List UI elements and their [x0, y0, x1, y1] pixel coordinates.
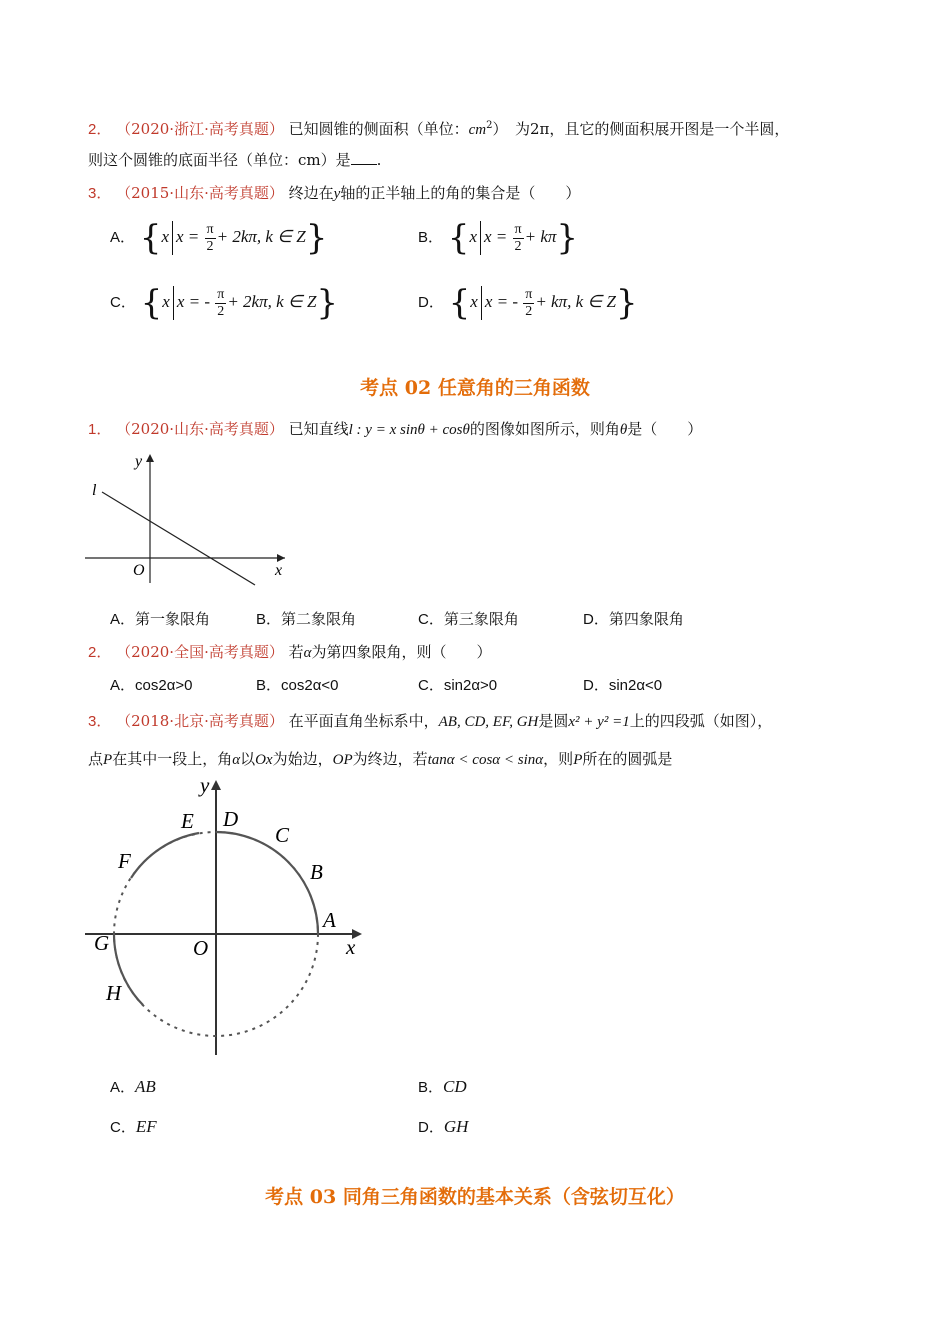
unit-circle-figure	[80, 772, 380, 1062]
point-b-label: B	[310, 860, 323, 884]
option-text: cos2α>0	[135, 677, 193, 694]
question-text: 所在的圆弧是	[582, 750, 673, 768]
question-text: 上的四段弧（如图），	[629, 712, 773, 730]
set-expression: {x x = $\frac{\pi}{2}$ + 2kπ, k ∈ Z}	[139, 218, 328, 258]
unit-superscript: 2	[486, 120, 493, 131]
y-axis-arrow-icon	[146, 454, 154, 462]
question-number: 1．	[88, 421, 112, 438]
question-2-line-2	[88, 149, 381, 170]
question-number: 2．	[88, 644, 112, 661]
origin-label: O	[133, 562, 145, 579]
point-h-label: H	[106, 981, 122, 1005]
question-text: 是（ ）	[627, 420, 703, 438]
option-label: D．	[418, 1119, 444, 1136]
option-text: 第一象限角	[135, 610, 211, 628]
option-label: B．	[256, 611, 282, 628]
question-text: .	[376, 151, 382, 169]
option-label: B．	[256, 677, 282, 694]
option-label: B．	[418, 1079, 444, 1096]
option-b[interactable]	[256, 674, 338, 695]
option-c[interactable]	[418, 608, 519, 629]
option-d[interactable]	[418, 283, 638, 323]
question-text: 为始边，	[272, 750, 333, 768]
option-a[interactable]	[110, 674, 192, 695]
option-label: D．	[583, 677, 609, 694]
point-g-label: G	[94, 931, 110, 955]
option-c[interactable]	[110, 283, 338, 323]
line-label: l	[92, 482, 97, 499]
option-b[interactable]	[418, 218, 578, 258]
question-text: 已知圆锥的侧面积（单位：	[288, 120, 469, 138]
question-1-stem	[88, 418, 702, 439]
arc-list: AB, CD, EF, GH	[438, 714, 539, 730]
question-text: 点	[88, 750, 104, 768]
x-axis-arrow-icon	[277, 554, 285, 562]
inequality: tanα < cosα < sinα	[427, 752, 544, 768]
question-text: 的图像如图所示，则角	[469, 420, 620, 438]
arc-ef	[131, 833, 199, 878]
option-b[interactable]	[418, 1076, 467, 1097]
set-expression: {x x = $\frac{\pi}{2}$ + kπ}	[447, 218, 579, 258]
origin-label: O	[193, 936, 209, 960]
option-c[interactable]	[110, 1116, 157, 1137]
option-d[interactable]	[583, 674, 662, 695]
question-text: 在平面直角坐标系中，	[288, 712, 439, 730]
question-2-line-1	[88, 118, 789, 139]
option-label: A．	[110, 611, 136, 628]
x-axis-label: x	[275, 562, 283, 579]
x-axis-label: x	[346, 935, 356, 959]
circle-equation: x² + y² =1	[568, 714, 630, 730]
option-label: B．	[418, 228, 444, 246]
question-text: ） 为2π，且它的侧面积展开图是一个半圆，	[492, 120, 790, 138]
option-text: 第二象限角	[281, 610, 357, 628]
y-axis-label: y	[200, 773, 210, 797]
ray-op: OP	[332, 752, 353, 768]
option-c[interactable]	[418, 674, 497, 695]
ray-ox: Ox	[255, 752, 273, 768]
question-text: 终边在	[288, 184, 334, 202]
option-text: sin2α>0	[443, 677, 498, 694]
option-text: 第四象限角	[608, 610, 684, 628]
option-b[interactable]	[256, 608, 356, 629]
unit-cm: cm	[298, 151, 321, 169]
option-d[interactable]	[418, 1116, 468, 1137]
question-number: 3．	[88, 185, 112, 202]
question-text: ，则	[543, 750, 574, 768]
question-text: 在其中一段上，角	[112, 750, 233, 768]
question-3-line-1	[88, 710, 772, 731]
question-text: 轴的正半轴上的角的集合是（ ）	[340, 184, 581, 202]
option-text: cos2α<0	[281, 677, 339, 694]
set-expression: {x x = - $\frac{\pi}{2}$ + 2kπ, k ∈ Z}	[140, 283, 339, 323]
question-source: （2020·山东·高考真题）	[116, 420, 284, 438]
variable-y: y	[333, 186, 341, 202]
question-number: 2．	[88, 121, 112, 138]
set-expression: {x x = - $\frac{\pi}{2}$ + kπ, k ∈ Z}	[448, 283, 638, 323]
option-text: 第三象限角	[443, 610, 519, 628]
option-label: C．	[418, 611, 444, 628]
option-a[interactable]	[110, 218, 327, 258]
question-text: 为终边，若	[352, 750, 428, 768]
option-label: D．	[418, 293, 444, 311]
option-label: A．	[110, 228, 136, 246]
arc-ab-cd	[216, 832, 318, 934]
point-p: P	[103, 752, 113, 768]
question-3-line-2	[88, 748, 672, 769]
alpha-symbol: α	[303, 645, 312, 661]
question-source: （2018·北京·高考真题）	[116, 712, 284, 730]
line-graph-figure	[80, 448, 300, 588]
point-e-label: E	[181, 809, 194, 833]
question-text: 若	[288, 643, 304, 661]
option-label: C．	[418, 677, 444, 694]
point-a-label: A	[323, 908, 336, 932]
question-text: 以	[240, 750, 256, 768]
option-text: sin2α<0	[608, 677, 663, 694]
option-text: GH	[443, 1117, 469, 1136]
question-source: （2020·浙江·高考真题）	[116, 120, 284, 138]
section-heading: 考点 03 同角三角函数的基本关系（含弦切互化）	[265, 1186, 685, 1208]
unit-cm: cm	[468, 122, 487, 138]
option-label: A．	[110, 1079, 136, 1096]
option-text: EF	[135, 1117, 157, 1136]
y-axis-arrow-icon	[211, 780, 221, 790]
option-label: C．	[110, 1119, 136, 1136]
answer-blank[interactable]	[351, 150, 377, 165]
question-text: 是圆	[538, 712, 569, 730]
question-2-stem	[88, 641, 492, 662]
question-text: 为第四象限角，则（ ）	[311, 643, 492, 661]
theta-symbol: θ	[619, 422, 628, 438]
question-3-stem	[88, 182, 580, 203]
question-number: 3．	[88, 713, 112, 730]
point-f-label: F	[118, 849, 131, 873]
question-text: 则这个圆锥的底面半径（单位：	[88, 151, 299, 169]
point-p: P	[573, 752, 583, 768]
y-axis-label: y	[135, 453, 143, 470]
option-a[interactable]	[110, 1076, 156, 1097]
line-equation: l : y = x sinθ + cosθ	[348, 422, 470, 438]
point-c-label: C	[275, 823, 290, 847]
option-d[interactable]	[583, 608, 684, 629]
question-text: ）是	[320, 151, 351, 169]
question-text: 已知直线	[288, 420, 349, 438]
option-label: D．	[583, 611, 609, 628]
section-heading: 考点 02 任意角的三角函数	[360, 377, 590, 399]
option-text: CD	[443, 1077, 467, 1096]
line-l	[102, 492, 255, 585]
question-source: （2020·全国·高考真题）	[116, 643, 284, 661]
option-a[interactable]	[110, 608, 210, 629]
option-label: A．	[110, 677, 136, 694]
question-source: （2015·山东·高考真题）	[116, 184, 284, 202]
alpha-symbol: α	[232, 752, 241, 768]
option-label: C．	[110, 293, 136, 311]
option-text: AB	[135, 1077, 156, 1096]
point-d-label: D	[223, 807, 239, 831]
